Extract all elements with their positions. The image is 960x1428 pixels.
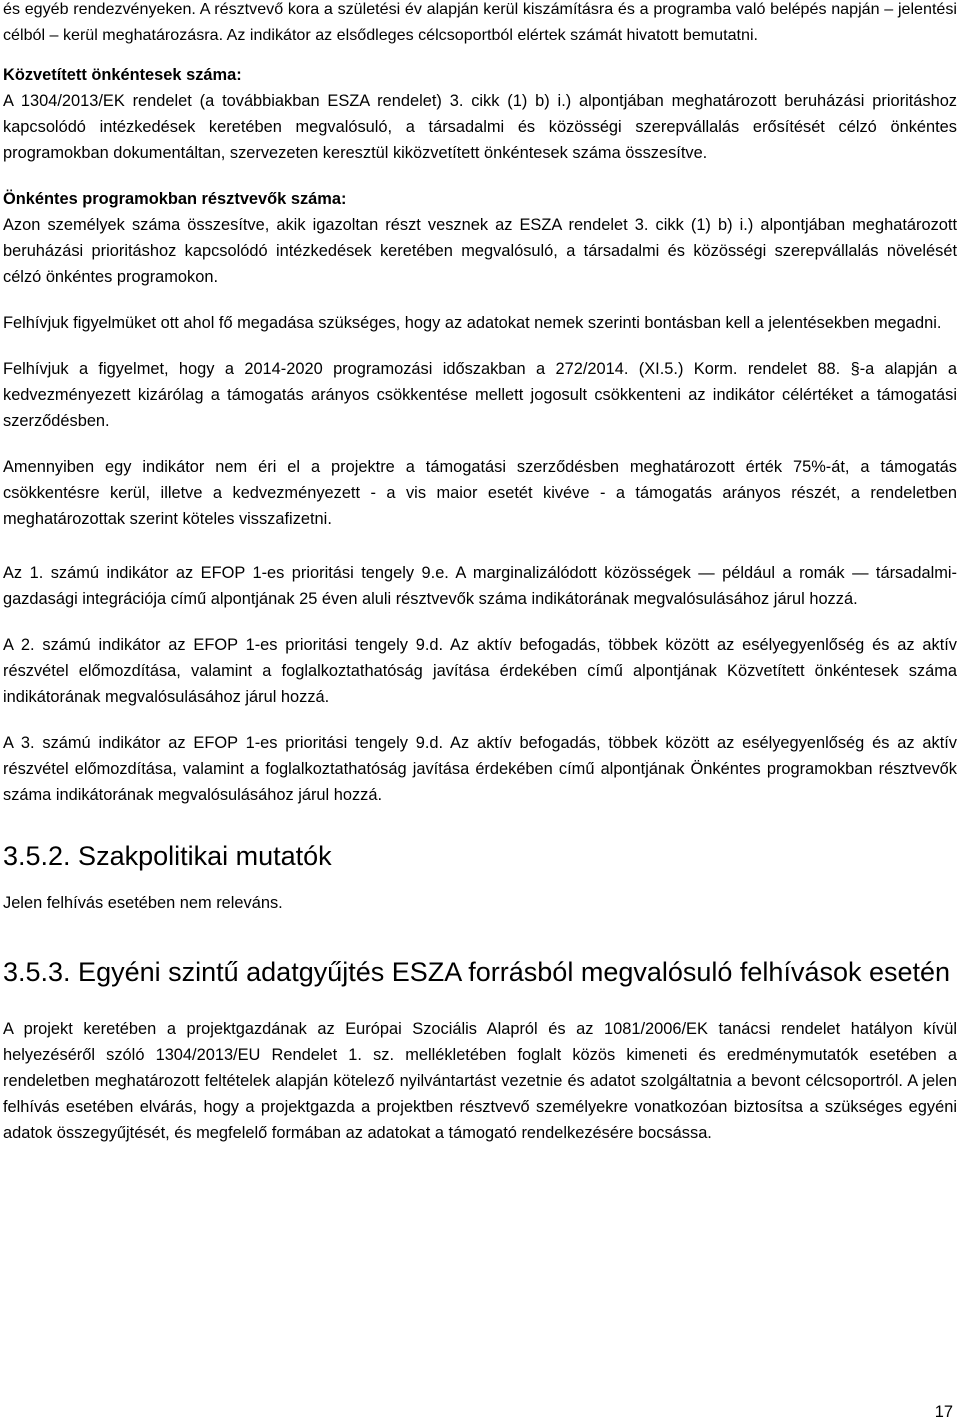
intro-paragraph: és egyéb rendezvényeken. A résztvevő kora a születési év alapján kerül kiszámításra és a programba való belépés napján – jelentési célból – kerül meghatározásra. Az indikátor az elsődleges célcsoportból elértek számát hivatott bemutatni. (3, 0, 957, 44)
page-content (3, 0, 957, 1146)
page-number: 17 (934, 1403, 953, 1421)
indikator-1-paragraph: Az 1. számú indikátor az EFOP 1-es prioritási tengely 9.e. A marginalizálódott közösségek — például a romák — társadalmi-gazdasági integrációja című alpontjának 25 éven aluli résztvevők száma indikátorának megvalósulásához járul hozzá. (3, 564, 957, 608)
esza-adatgyujtes-paragraph: A projekt keretében a projektgazdának az Európai Szociális Alapról és az 1081/2006/EK tanácsi rendelet hatályon kívül helyezéséről szóló 1304/2013/EU Rendelet 1. sz. mellékletében foglalt közös kimeneti és eredménymutatók esetében a rendeletben meghatározott feltételek alapján kötelező nyilvántartást vezetnie és adatot szolgáltatnia a bevont célcsoportról. A jelen felhívás esetében elvárás, hogy a projektgazda a projektben résztvevő személyekre vonatkozóan biztosítsa a szükséges egyéni adatok összegyűjtését, és megfelelő formában az adatokat a támogató rendelkezésére bocsássa. (3, 1020, 957, 1142)
szakpolitikai-paragraph: Jelen felhívás esetében nem releváns. (3, 894, 283, 912)
felhivjuk-nemek-paragraph: Felhívjuk figyelmüket ott ahol fő megadása szükséges, hogy az adatokat nemek szerinti bontásban kell a jelentésekben megadni. (3, 314, 942, 332)
amennyiben-paragraph: Amennyiben egy indikátor nem éri el a projektre a támogatási szerződésben meghatározott érték 75%-át, a támogatás csökkentésre kerül, illetve a kedvezményezett - a vis maior esetét kivéve - a támogatás arányos részét, a rendeletben meghatározottak szerint köteles visszafizetni. (3, 458, 957, 528)
kozvetitett-onkentesek-paragraph: A 1304/2013/EK rendelet (a továbbiakban ESZA rendelet) 3. cikk (1) b) i.) alpontjában meghatározott beruházási prioritáshoz kapcsolódó intézkedések keretében megvalósuló, a társadalmi és közösségi szerepvállalás erősítését célzó önkéntes programokban dokumentáltan, szervezeten keresztül kiközvetített önkéntesek száma összesítve. (3, 92, 957, 162)
section-heading-szakpolitikai: 3.5.2. Szakpolitikai mutatók (3, 841, 332, 871)
indikator-3-paragraph: A 3. számú indikátor az EFOP 1-es prioritási tengely 9.d. Az aktív befogadás, többek között az esélyegyenlőség és az aktív részvétel előmozdítása, valamint a foglalkoztathatóság javítása érdekében című alpontjának Önkéntes programokban résztvevők száma indikátorának megvalósulásához járul hozzá. (3, 734, 957, 804)
onkentes-resztvevok-heading: Önkéntes programokban résztvevők száma: (3, 190, 347, 208)
onkentes-resztvevok-paragraph: Azon személyek száma összesítve, akik igazoltan részt vesznek az ESZA rendelet 3. cikk (1) b) i.) alpontjában meghatározott beruházási prioritáshoz kapcsolódó intézkedések keretében megvalósuló, a társadalmi és közösségi szerepvállalás növelését célzó önkéntes programokon. (3, 216, 957, 286)
felhivjuk-rendelet-paragraph: Felhívjuk a figyelmet, hogy a 2014-2020 programozási időszakban a 272/2014. (XI.5.) Korm. rendelet 88. §-a alapján a kedvezményezett kizárólag a támogatás arányos csökkentése mellett jogosult csökkenteni az indikátor célértéket a támogatási szerződésben. (3, 360, 957, 430)
kozvetitett-onkentesek-heading: Közvetített önkéntesek száma: (3, 66, 242, 84)
section-heading-esza: 3.5.3. Egyéni szintű adatgyűjtés ESZA forrásból megvalósuló felhívások esetén (3, 957, 951, 987)
indikator-2-paragraph: A 2. számú indikátor az EFOP 1-es prioritási tengely 9.d. Az aktív befogadás, többek között az esélyegyenlőség és az aktív részvétel előmozdítása, valamint a foglalkoztathatóság javítása érdekében című alpontjának Közvetített önkéntesek száma indikátorának megvalósulásához járul hozzá. (3, 636, 957, 706)
